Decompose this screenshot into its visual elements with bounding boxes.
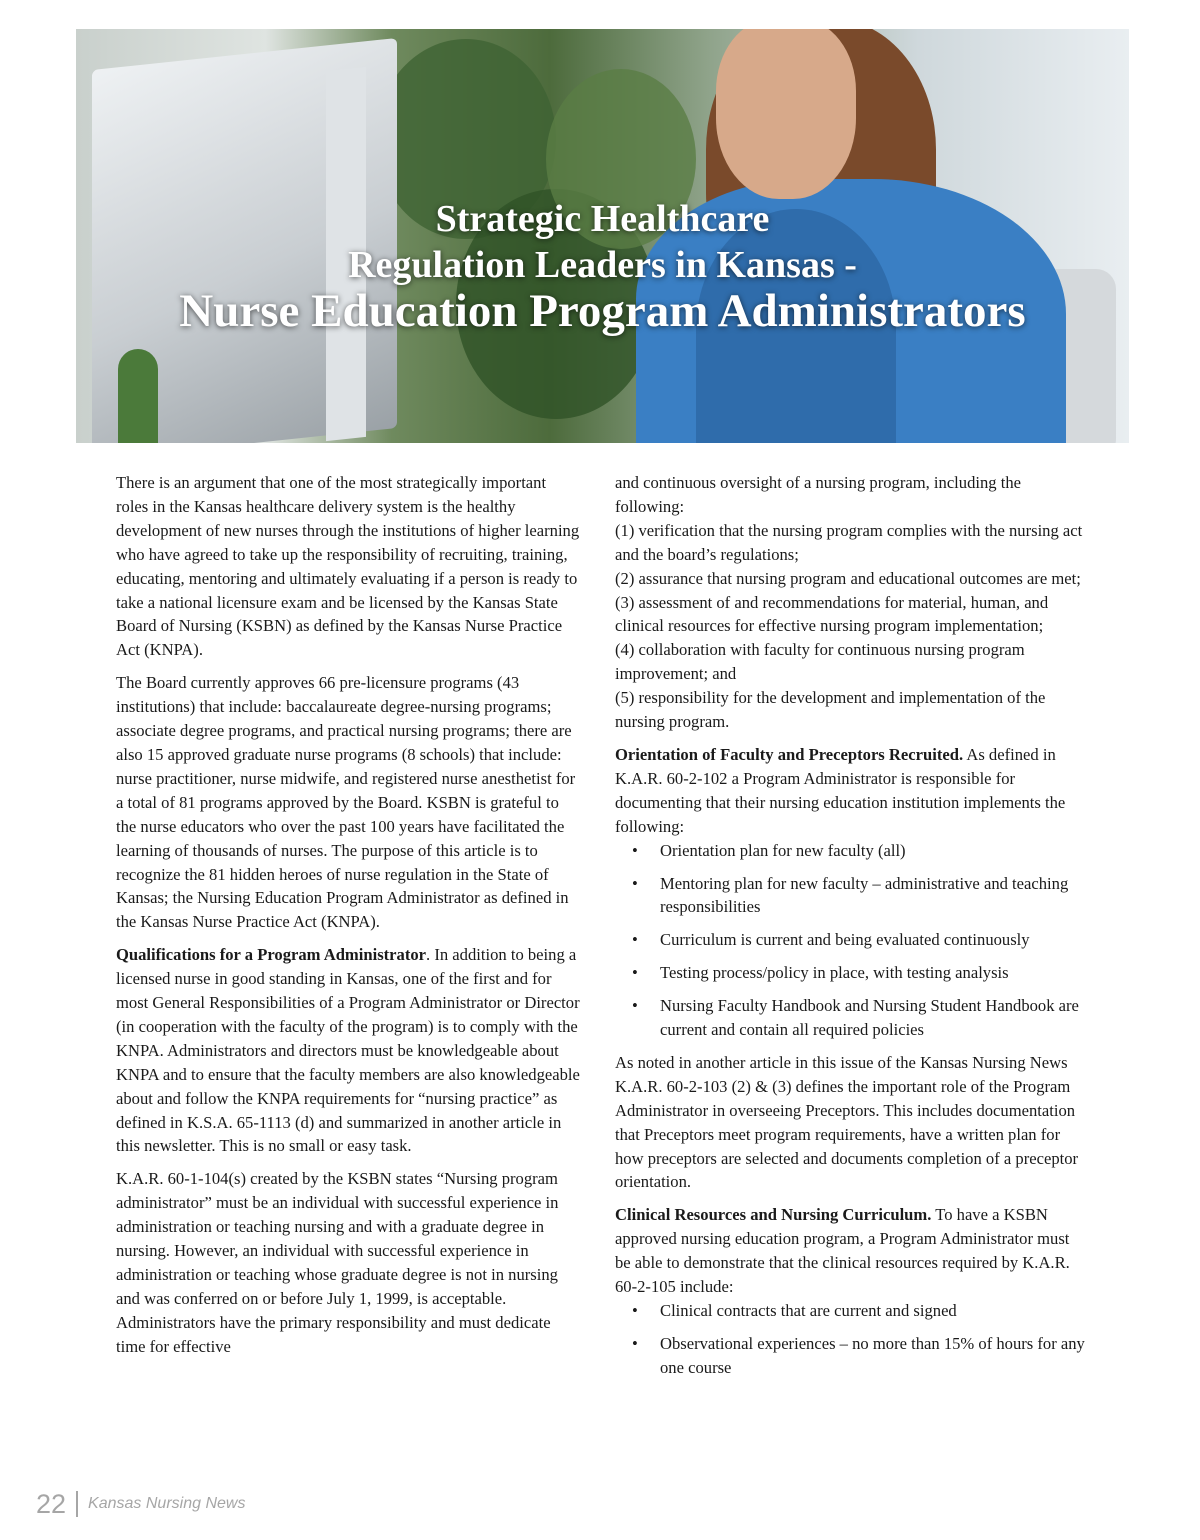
paragraph-body: To have a KSBN approved nursing education program, a Program Administrator must be able to demonstrate that the clinical resources required by K.A.R. 60-2-105 include: [615, 1205, 1070, 1297]
cactus [118, 349, 158, 443]
paragraph [116, 943, 582, 1158]
footer-divider [76, 1491, 78, 1517]
list-item: (3) assessment of and recommendations for material, human, and clinical resources for effective nursing program implementation; [615, 592, 1049, 636]
section-heading: Qualifications for a Program Administrator [116, 945, 427, 965]
bullet-list [615, 1299, 1085, 1380]
list-item: (5) responsibility for the development and implementation of the nursing program. [615, 688, 1046, 732]
hero-image [76, 29, 1129, 443]
bullet-item: • Observational experiences – no more than 15% of hours for any one course [615, 1332, 1085, 1380]
paragraph: K.A.R. 60-1-104(s) created by the KSBN states “Nursing program administrator” must be an individual with successful experience in administration or teaching nursing and with a graduate degree in nursing. However, an individual with successful experience in administration or teaching whose graduate degree is not in nursing and was conferred on or before July 1, 1999, is acceptable. Administrators have the primary responsibility and must dedicate time for effective [116, 1169, 559, 1356]
list-item: (1) verification that the nursing program complies with the nursing act and the board’s regulations; [615, 520, 1083, 564]
paragraph-body: . In addition to being a licensed nurse in good standing in Kansas, one of the first and for most General Responsibilities of a Program Administrator or Director (in cooperation with the faculty of the program) is to comply with the KNPA. Administrators and directors must be knowledgeable about KNPA and to ensure that the faculty members are also knowledgeable about and follow the KNPA requirements for “nursing practice” as defined in K.S.A. 65-1113 (d) and summarized in another article in this newsletter. This is no small or easy task. [116, 945, 580, 1156]
paragraph [615, 1203, 1085, 1299]
bullet-item: • Clinical contracts that are current and signed [615, 1299, 1085, 1323]
paragraph: As noted in another article in this issue of the Kansas Nursing News K.A.R. 60-2-103 (2) & (3) defines the important role of the Program Administrator in overseeing Preceptors. This includes documentation that Preceptors meet program requirements, have a written plan for how preceptors are selected and documents completion of a preceptor orientation. [615, 1052, 1079, 1192]
title-line-1: Strategic Healthcare [435, 198, 770, 240]
page-footer [36, 1486, 245, 1522]
list-item: (4) collaboration with faculty for continuous nursing program improvement; and [615, 640, 1025, 684]
publication-name: Kansas Nursing News [88, 1495, 246, 1512]
bullet-item: • Mentoring plan for new faculty – administrative and teaching responsibilities [615, 872, 1085, 920]
paragraph-body: As defined in K.A.R. 60-2-102 a Program Administrator is responsible for documenting that their nursing education institution implements the following: [615, 744, 1066, 836]
section-heading: Orientation of Faculty and Preceptors Recruited. [615, 744, 964, 764]
bullet-list [615, 839, 1085, 1042]
left-column [116, 471, 582, 1368]
bullet-item: • Testing process/policy in place, with testing analysis [615, 961, 1085, 985]
list-item: (2) assurance that nursing program and educational outcomes are met; [615, 568, 1081, 588]
title-line-2: Regulation Leaders in Kansas - [348, 244, 857, 286]
right-column [615, 471, 1085, 1389]
title-line-3: Nurse Education Program Administrators [179, 285, 1026, 337]
paragraph [615, 743, 1085, 839]
paragraph: The Board currently approves 66 pre-licensure programs (43 institutions) that include: baccalaureate degree-nursing programs; associate degree programs, and practical nursing programs; there are also 15 approved graduate nurse programs (8 schools) that include: nurse practitioner, nurse midwife, and registered nurse anesthetist for a total of 81 programs approved by the Board. KSBN is grateful to the nurse educators who over the past 100 years have facilitated the learning of thousands of nurses. The purpose of this article is to recognize the 81 hidden heroes of nurse regulation in the State of Kansas; the Nursing Education Program Administrator as defined in the Kansas Nurse Practice Act (KNPA). [116, 673, 576, 932]
paragraph: and continuous oversight of a nursing program, including the following: [615, 473, 1022, 516]
page-number: 22 [36, 1488, 67, 1519]
section-heading: Clinical Resources and Nursing Curriculum. [615, 1205, 932, 1225]
bullet-item: • Curriculum is current and being evaluated continuously [615, 928, 1085, 952]
nurse-face [716, 29, 856, 199]
bullet-item: • Nursing Faculty Handbook and Nursing Student Handbook are current and contain all required policies [615, 994, 1085, 1042]
bullet-item: • Orientation plan for new faculty (all) [615, 839, 1085, 863]
paragraph: There is an argument that one of the most strategically important roles in the Kansas healthcare delivery system is the healthy development of new nurses through the institutions of higher learning who have agreed to take up the responsibility of recruiting, training, educating, mentoring and ultimately evaluating if a person is ready to take a national licensure exam and be licensed by the Kansas State Board of Nursing (KSBN) as defined by the Kansas Nurse Practice Act (KNPA). [116, 473, 580, 660]
